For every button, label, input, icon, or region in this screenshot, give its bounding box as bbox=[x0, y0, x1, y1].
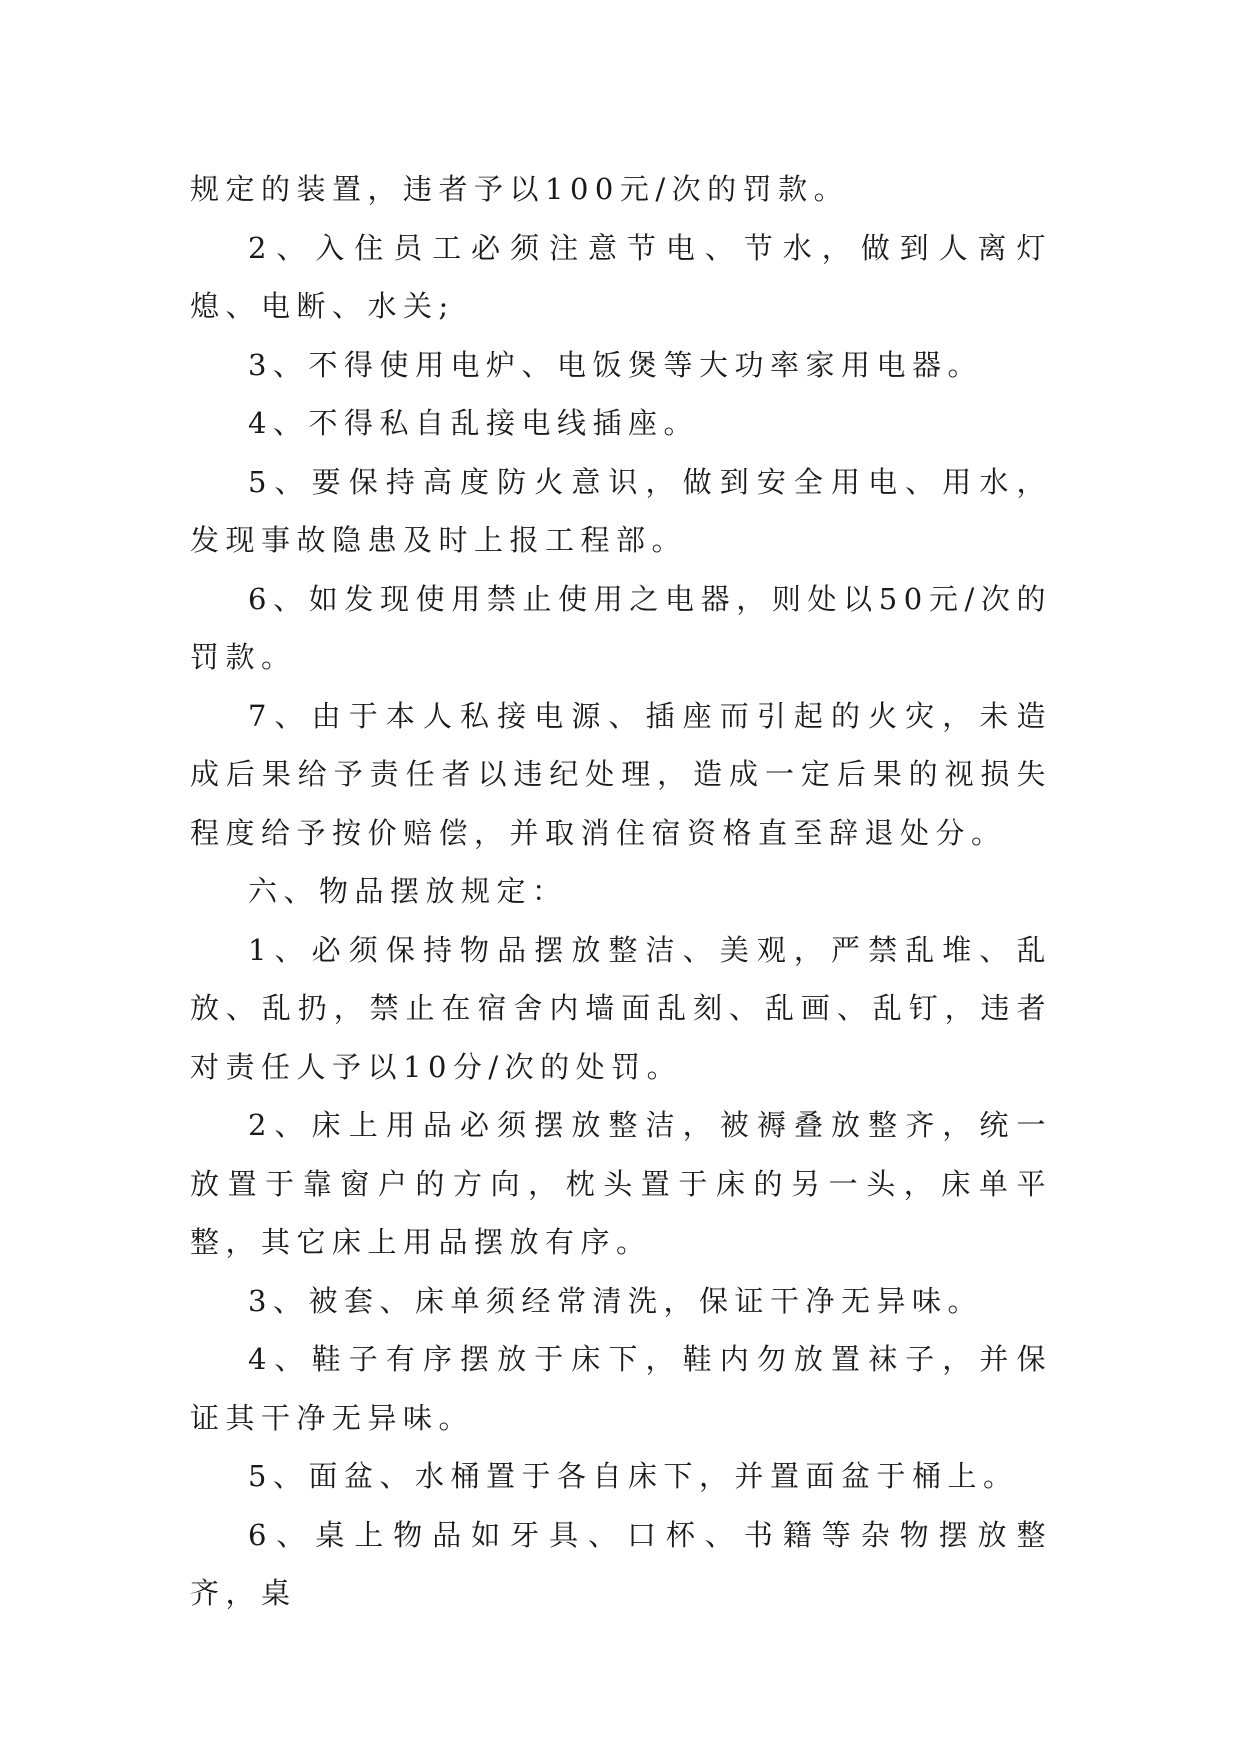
paragraph-13: 5、面盆、水桶置于各自床下，并置面盆于桶上。 bbox=[248, 1459, 1019, 1493]
paragraph-3: 3、不得使用电炉、电饭煲等大功率家用电器。 bbox=[248, 347, 983, 382]
paragraph-9: 1、必须保持物品摆放整洁、美观，严禁乱堆、乱放、乱扔，禁止在宿舍内墙面乱刻、乱画、乱钉，违者对责任人予以10分/次的处罚。 bbox=[190, 932, 1052, 1084]
paragraph-4: 4、不得私自乱接电线插座。 bbox=[248, 406, 699, 440]
paragraph-6: 6、如发现使用禁止使用之电器，则处以50元/次的罚款。 bbox=[190, 581, 1052, 674]
paragraph-5: 5、要保持高度防火意识，做到安全用电、用水，发现事故隐患及时上报工程部。 bbox=[190, 464, 1052, 557]
paragraph-14: 6、桌上物品如牙具、口杯、书籍等杂物摆放整齐，桌 bbox=[190, 1517, 1052, 1610]
paragraph-12: 4、鞋子有序摆放于床下，鞋内勿放置袜子，并保证其干净无异味。 bbox=[190, 1342, 1052, 1435]
paragraph-7: 7、由于本人私接电源、插座而引起的火灾，未造成后果给予责任者以违纪处理，造成一定后果的视损失程度给予按价赔偿，并取消住宿资格直至辞退处分。 bbox=[190, 698, 1052, 850]
section-heading: 六、物品摆放规定： bbox=[248, 874, 568, 908]
document-body bbox=[190, 160, 1052, 1623]
paragraph-1: 规定的装置，违者予以100元/次的罚款。 bbox=[190, 172, 850, 206]
paragraph-11: 3、被套、床单须经常清洗，保证干净无异味。 bbox=[248, 1283, 983, 1318]
paragraph-2: 2、入住员工必须注意节电、节水，做到人离灯熄、电断、水关; bbox=[190, 230, 1052, 323]
paragraph-10: 2、床上用品必须摆放整洁，被褥叠放整齐，统一放置于靠窗户的方向，枕头置于床的另一头，床单平整，其它床上用品摆放有序。 bbox=[190, 1108, 1052, 1259]
